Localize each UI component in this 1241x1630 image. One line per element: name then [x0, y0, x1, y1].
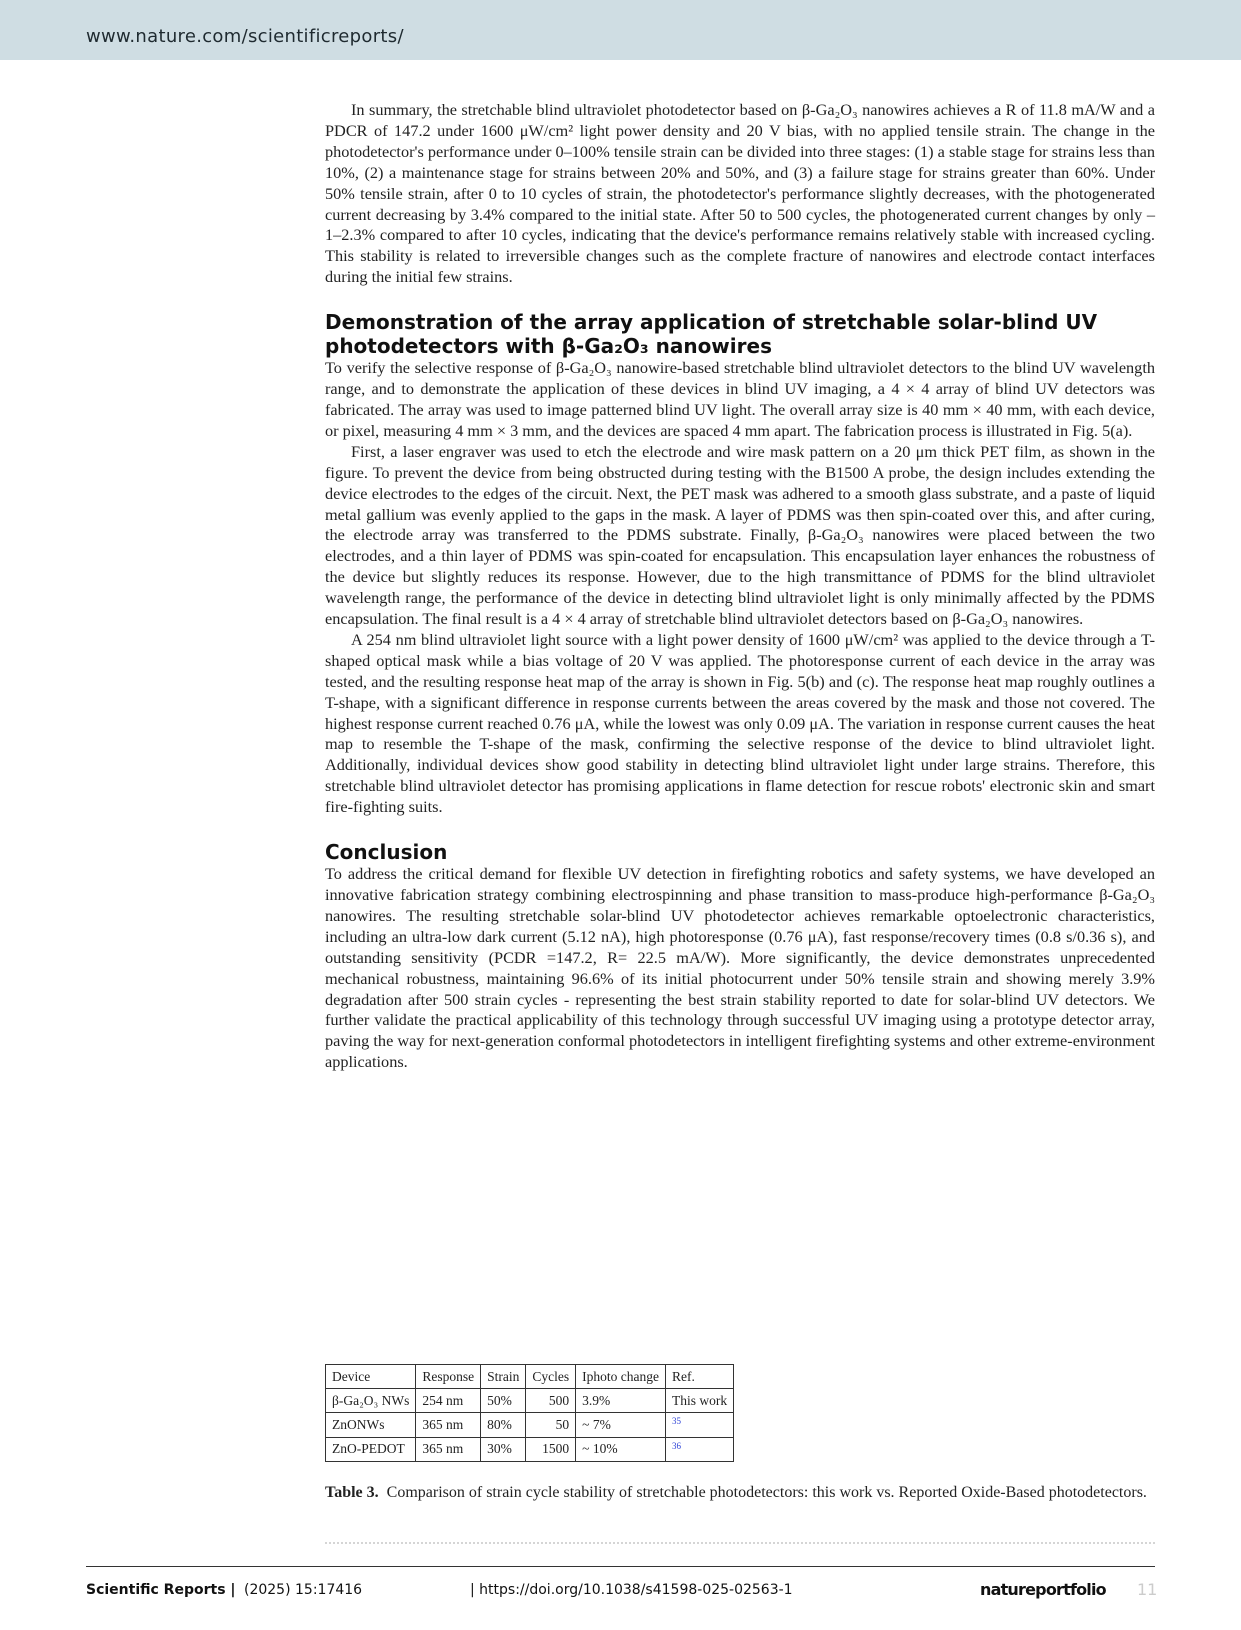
table-row: [326, 1389, 734, 1413]
table-cell: β-Ga₂O₃ NWs: [326, 1389, 416, 1413]
table-cell: ~ 7%: [576, 1413, 666, 1438]
table-cell: This work: [666, 1389, 734, 1413]
table-caption-label: Table 3.: [325, 1484, 379, 1501]
table-cell: ZnO-PEDOT: [326, 1437, 416, 1462]
table-header-row: [326, 1365, 734, 1389]
table-cell: 365 nm: [416, 1437, 481, 1462]
table-cell-ref: [666, 1437, 734, 1462]
table-cell: 1500: [526, 1437, 576, 1462]
table-cell: 3.9%: [576, 1389, 666, 1413]
table-header-cell: Cycles: [526, 1365, 576, 1389]
conclusion-paragraph: To address the critical demand for flexible UV detection in firefighting robotics and safety systems, we have developed an innovative fabrication strategy combining electrospinning and phase transition to mass-produce high-performance β-Ga₂O₃ nanowires. The resulting stretchable solar-blind UV photodetector achieves remarkable optoelectronic characteristics, including an ultra-low dark current (5.12 nA), high photoresponse (0.76 μA), fast response/recovery times (0.8 s/0.36 s), and outstanding sensitivity (PCDR =147.2, R= 22.5 mA/W). More significantly, the device demonstrates unprecedented mechanical robustness, maintaining 96.6% of its initial photocurrent under 50% tensile strain and showing merely 3.9% degradation after 500 strain cycles - representing the best strain stability reported to date for solar-blind UV detectors. We further validate the practical applicability of this technology through successful UV imaging using a prototype detector array, paving the way for next-generation conformal photodetectors in intelligent firefighting systems and other extreme-environment applications.: [325, 864, 1155, 1072]
section-heading-conclusion: Conclusion: [325, 840, 448, 865]
table-cell: ~ 10%: [576, 1437, 666, 1462]
reference-link[interactable]: 36: [672, 1440, 681, 1451]
array-paragraph-3: A 254 nm blind ultraviolet light source with a light power density of 1600 μW/cm² was applied to the device through a T-shaped optical mask while a bias voltage of 20 V was applied. The photoresponse current of each device in the array was tested, and the resulting response heat map of the array is shown in Fig. 5(b) and (c). The response heat map roughly outlines a T-shape, with a significant difference in response currents between the areas covered by the mask and those not covered. The highest response current reached 0.76 μA, while the lowest was only 0.09 μA. The variation in response current causes the heat map to resemble the T-shape of the mask, confirming the selective response of the device to blind ultraviolet light. Additionally, individual devices show good stability in detecting blind ultraviolet light under large strains. Therefore, this stretchable blind ultraviolet detector has promising applications in flame detection for rescue robots' electronic skin and smart fire-fighting suits.: [325, 629, 1155, 817]
table-cell: 254 nm: [416, 1389, 481, 1413]
table-header-cell: Response: [416, 1365, 481, 1389]
article-body: [325, 100, 1155, 1073]
table-cell: 500: [526, 1389, 576, 1413]
table-caption-text: Comparison of strain cycle stability of stretchable photodetectors: this work vs. Reported Oxide-Based photodetectors.: [386, 1484, 1147, 1501]
summary-paragraph: In summary, the stretchable blind ultraviolet photodetector based on β-Ga₂O₃ nanowires achieves a R of 11.8 mA/W and a PDCR of 147.2 under 1600 μW/cm² light power density and 20 V bias, with no applied tensile strain. The change in the photodetector's performance under 0–100% tensile strain can be divided into three stages: (1) a stable stage for strains less than 10%, (2) a maintenance stage for strains between 20% and 50%, and (3) a failure stage for strains greater than 60%. Under 50% tensile strain, after 0 to 10 cycles of strain, the photodetector's performance slightly decreases, with the photogenerated current decreasing by 3.4% compared to the initial state. After 50 to 500 cycles, the photogenerated current changes by only – 1–2.3% compared to after 10 cycles, indicating that the device's performance remains relatively stable with increased cycling. This stability is related to irreversible changes such as the complete fracture of nanowires and electrode contact interfaces during the initial few strains.: [325, 100, 1155, 287]
table-header-cell: Ref.: [666, 1365, 734, 1389]
footer-volume: (2025) 15:17416: [244, 1582, 363, 1598]
table-row: [326, 1437, 734, 1462]
table-cell: 80%: [481, 1413, 526, 1438]
table-cell: 50: [526, 1413, 576, 1438]
table-row: [326, 1413, 734, 1438]
natureportfolio-logo: natureportfolio: [980, 1580, 1106, 1599]
journal-header-bar: [0, 0, 1241, 60]
footer-journal-name: Scientific Reports |: [86, 1582, 236, 1598]
table-cell-ref: [666, 1413, 734, 1438]
footer-divider: [86, 1566, 1155, 1567]
table-cell: 50%: [481, 1389, 526, 1413]
array-paragraph-2: First, a laser engraver was used to etch the electrode and wire mask pattern on a 20 μm thick PET film, as shown in the figure. To prevent the device from being obstructed during testing with the B1500 A probe, the design includes extending the device electrodes to the edges of the circuit. Next, the PET mask was adhered to a smooth glass substrate, and a paste of liquid metal gallium was evenly applied to the gaps in the mask. A layer of PDMS was then spin-coated over this, and after curing, the electrode array was transferred to the PDMS substrate. Finally, β-Ga₂O₃ nanowires were placed between the two electrodes, and a thin layer of PDMS was spin-coated for encapsulation. This encapsulation layer enhances the robustness of the device but slightly reduces its response. However, due to the high transmittance of PDMS for the blind ultraviolet wavelength range, the performance of the device in detecting blind ultraviolet light is only minimally affected by the PDMS encapsulation. The final result is a 4 × 4 array of stretchable blind ultraviolet detectors based on β-Ga₂O₃ nanowires.: [325, 441, 1155, 629]
reference-link[interactable]: 35: [672, 1416, 681, 1426]
table-header-cell: Strain: [481, 1365, 526, 1389]
table-header-cell: Device: [326, 1365, 416, 1389]
footer-doi-link[interactable]: | https://doi.org/10.1038/s41598-025-02563-1: [470, 1582, 793, 1598]
table-cell: ZnONWs: [326, 1413, 416, 1438]
page-number: 11: [1137, 1580, 1158, 1599]
table-header-cell: Iphoto change: [576, 1365, 666, 1389]
comparison-table: [325, 1364, 734, 1462]
table-caption: [325, 1482, 1155, 1504]
table-cell: 365 nm: [416, 1413, 481, 1438]
array-paragraph-1: To verify the selective response of β-Ga₂O₃ nanowire-based stretchable blind ultraviolet detectors to the blind UV wavelength range, and to demonstrate the application of these devices in blind UV imaging, a 4 × 4 array of blind UV detectors was fabricated. The array was used to image patterned blind UV light. The overall array size is 40 mm × 40 mm, with each device, or pixel, measuring 4 mm × 3 mm, and the devices are spaced 4 mm apart. The fabrication process is illustrated in Fig. 5(a).: [325, 358, 1155, 440]
table-cell: 30%: [481, 1437, 526, 1462]
journal-url[interactable]: www.nature.com/scientificreports/: [86, 26, 404, 47]
section-heading-array-demo: Demonstration of the array application of stretchable solar-blind UV photodetectors with β-Ga₂O₃ nanowires: [325, 310, 1098, 359]
dotted-divider: [325, 1542, 1155, 1544]
